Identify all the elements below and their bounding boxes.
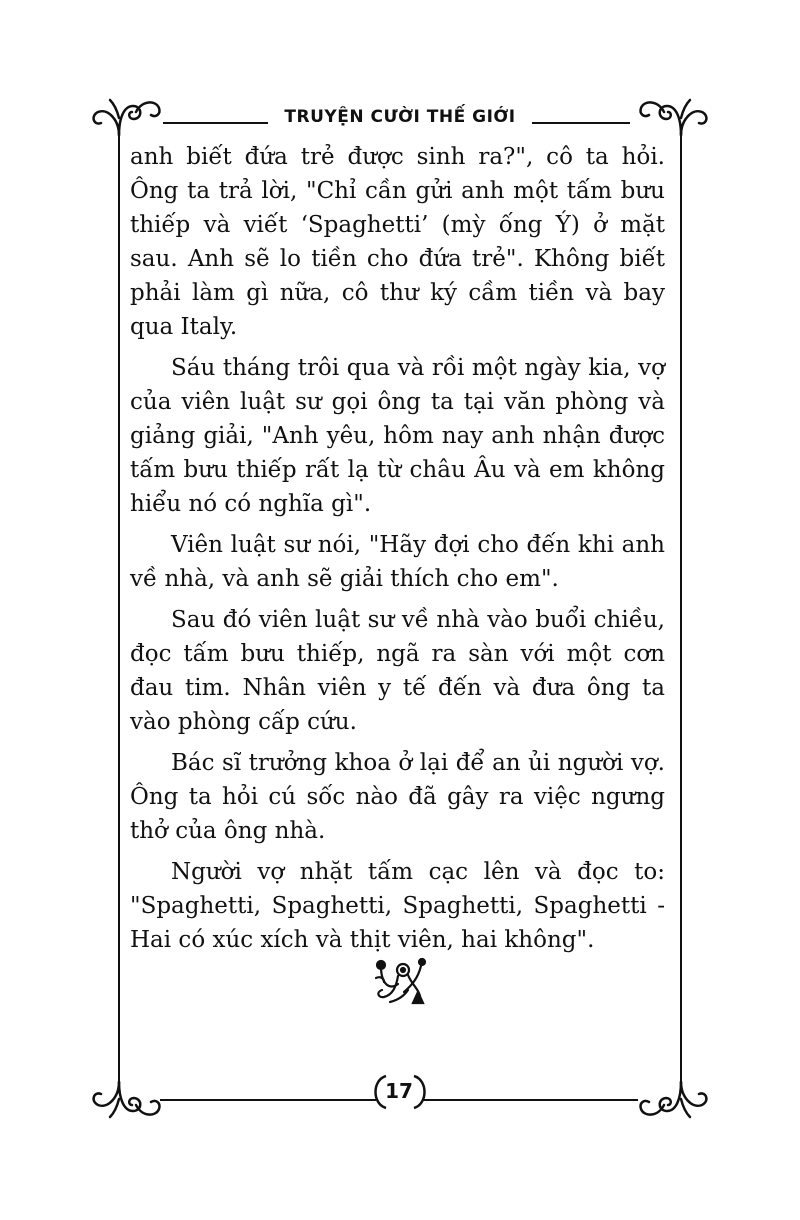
bottom-left-flourish-icon bbox=[94, 1082, 160, 1117]
paragraph: Sáu tháng trôi qua và rồi một ngày kia, vợ của viên luật sư gọi ông ta tại văn phòng và giảng giải, "Anh yêu, hôm nay anh nhận được tấm bưu thiếp rất lạ từ châu Âu và em không hiểu nó có nghĩa gì". bbox=[130, 355, 665, 517]
running-header bbox=[0, 100, 800, 127]
paragraph-continuation: anh biết đứa trẻ được sinh ra?", cô ta hỏi. Ông ta trả lời, "Chỉ cần gửi anh một tấm bưu thiếp và viết ‘Spaghetti’ (mỳ ống Ý) ở mặt sau. Anh sẽ lo tiền cho đứa trẻ". Không biết phải làm gì nữa, cô thư ký cầm tiền và bay qua Italy. bbox=[130, 144, 665, 340]
floral-vignette-icon bbox=[376, 959, 425, 1003]
bottom-right-flourish-icon bbox=[641, 1082, 707, 1117]
page-number: 17 bbox=[385, 1079, 413, 1103]
paragraph: Sau đó viên luật sư về nhà vào buổi chiều, đọc tấm bưu thiếp, ngã ra sàn với một cơn đau tim. Nhân viên y tế đến và đưa ông ta vào phòng cấp cứu. bbox=[130, 607, 665, 735]
book-title: TRUYỆN CƯỜI THẾ GIỚI bbox=[272, 107, 527, 127]
paragraph: Người vợ nhặt tấm cạc lên và đọc to: "Spaghetti, Spaghetti, Spaghetti, Spaghetti - Hai có xúc xích và thịt viên, hai không". bbox=[130, 859, 665, 953]
paragraph: Bác sĩ trưởng khoa ở lại để an ủi người vợ. Ông ta hỏi cú sốc nào đã gây ra việc ngưng thở của ông nhà. bbox=[130, 750, 665, 844]
paragraph: Viên luật sư nói, "Hãy đợi cho đến khi anh về nhà, và anh sẽ giải thích cho em". bbox=[130, 532, 665, 592]
story-text bbox=[130, 140, 665, 964]
